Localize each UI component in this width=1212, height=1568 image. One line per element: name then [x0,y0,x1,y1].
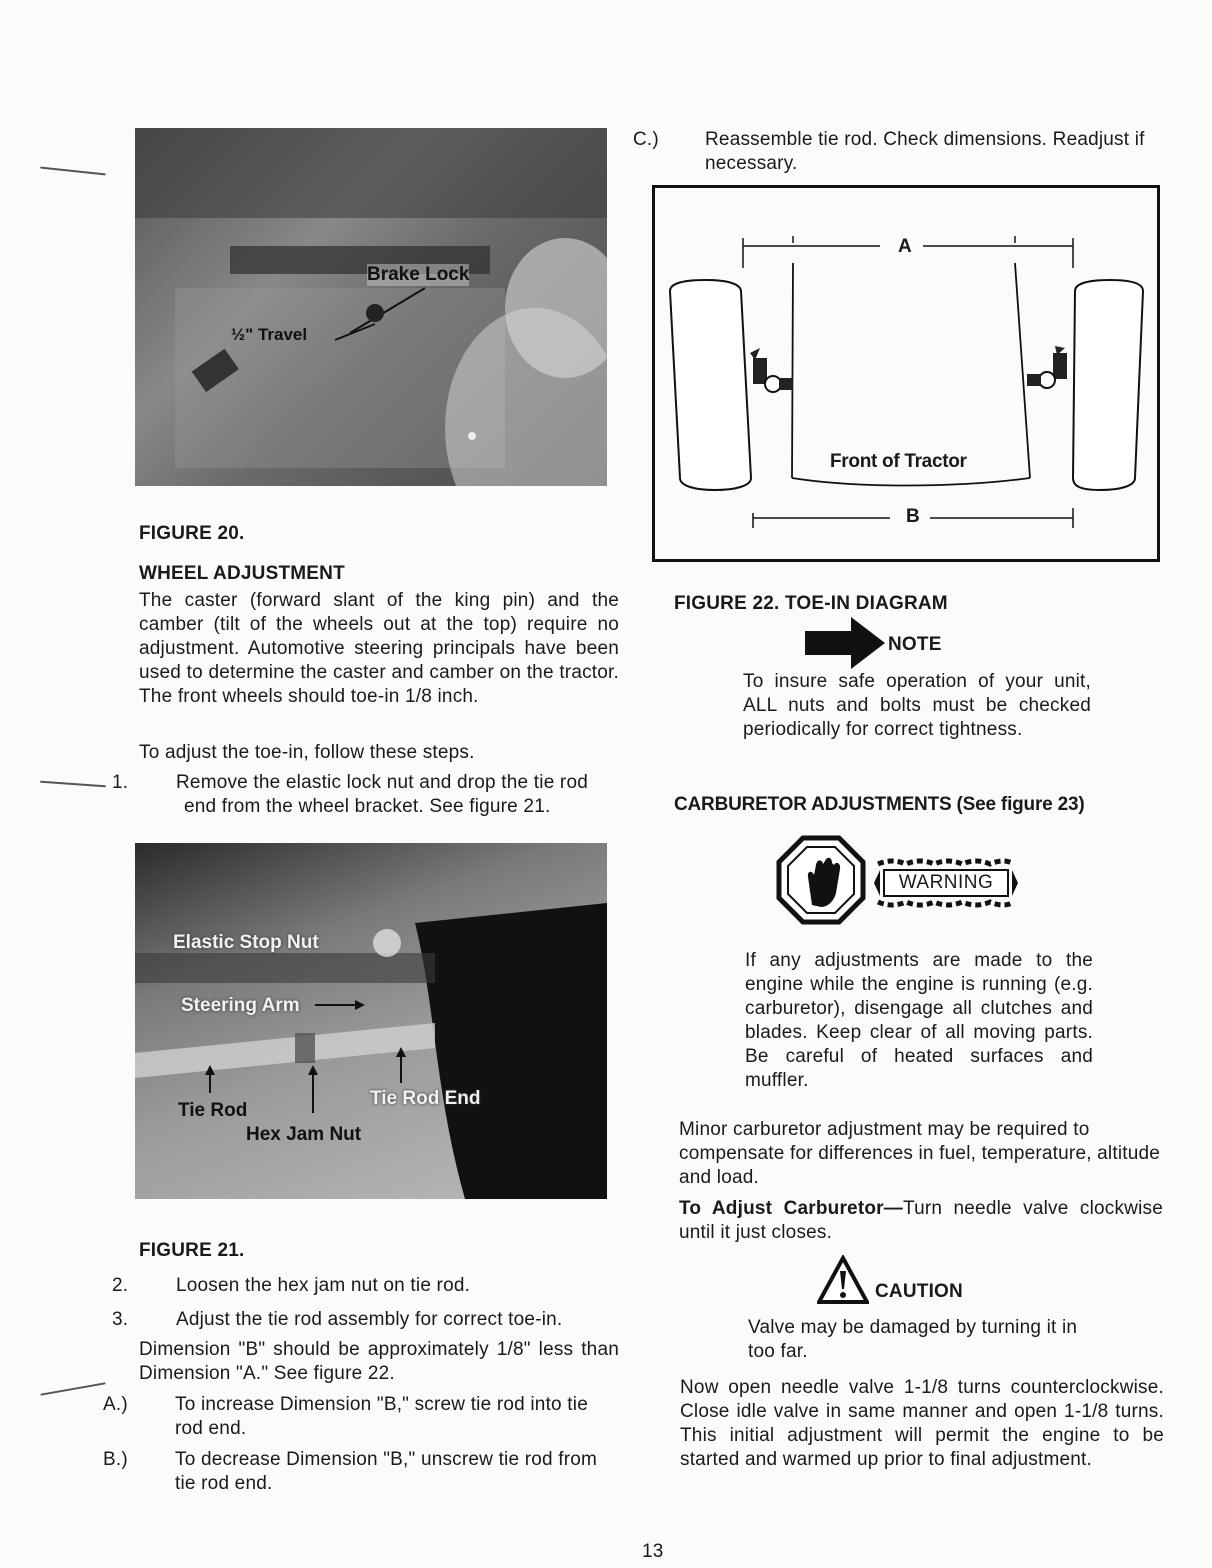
sub-step-a-label: A.) [103,1394,128,1415]
warning-banner [872,858,1020,908]
dimension-paragraph: Dimension "B" should be approximately 1/8" less than Dimension "A." See figure 22. [139,1339,619,1384]
sub-step-c-text: Reassemble tie rod. Check dimensions. Readjust if necessary. [705,129,1145,174]
toe-in-diagram [652,185,1160,562]
step-2-text: Loosen the hex jam nut on tie rod. [176,1275,471,1296]
step-3 [112,1308,620,1332]
figure-20-photo [135,128,607,486]
front-of-tractor-label: Front of Tractor [830,451,967,472]
warning-label: WARNING [898,872,994,893]
final-adjustment-text: Now open needle valve 1-1/8 turns counterclockwise. Close idle valve in same manner and open 1-1/8 turns. This initial adjustment will permit the engine to be started and warmed up prior to final adjustment. [680,1377,1164,1470]
travel-label: ½" Travel [231,325,308,344]
step-2 [112,1274,620,1298]
step-2-number: 2. [112,1275,129,1296]
figure-21-caption: FIGURE 21. [139,1240,245,1261]
sub-step-b-label: B.) [103,1449,128,1470]
sub-step-c-label: C.) [633,129,659,150]
sub-step-b [103,1448,620,1496]
tie-rod-label: Tie Rod [178,1100,248,1121]
scan-mark [40,167,106,176]
warning-text: If any adjustments are made to the engine while the engine is running (e.g. carburetor), disengage all clutches and blades. Keep clear of all moving parts. Be careful of heated surfaces and muffler. [745,950,1093,1091]
note-label: NOTE [888,634,942,655]
to-adjust-paragraph [679,1197,1163,1245]
elastic-stop-nut-label: Elastic Stop Nut [173,932,319,953]
steering-arm-label: Steering Arm [181,995,300,1016]
sub-step-b-text: To decrease Dimension "B," unscrew tie rod from tie rod end. [175,1449,598,1494]
figure-22-caption: FIGURE 22. TOE-IN DIAGRAM [674,593,948,614]
caution-triangle-icon [817,1255,869,1305]
page-number: 13 [642,1541,664,1562]
wheel-adjustment-heading: WHEEL ADJUSTMENT [139,563,345,584]
wheel-adjustment-paragraph: The caster (forward slant of the king pin) and the camber (tilt of the wheels out at the top) require no adjustment. Automotive steering principals have been used to determine the caster and camber on the tractor. The front wheels should toe-in 1/8 inch. [139,590,619,707]
dimension-b-label: B [906,506,920,527]
step-1 [112,771,620,819]
dimension-a-label: A [898,236,912,257]
caution-label: CAUTION [875,1281,963,1302]
note-text: To insure safe operation of your unit, ALL nuts and bolts must be checked periodically for correct tightness. [743,671,1091,740]
to-adjust-text: Turn needle valve clockwise until it just closes. [679,1198,1163,1243]
toe-in-intro: To adjust the toe-in, follow these steps. [139,742,475,763]
sub-step-c [633,128,1154,176]
tie-rod-end-label: Tie Rod End [370,1088,481,1109]
brake-lock-label: Brake Lock [367,264,470,285]
note-arrow-icon [805,617,885,669]
step-1-text: Remove the elastic lock nut and drop the tie rod end from the wheel bracket. See figure 21. [176,772,588,817]
caution-text: Valve may be damaged by turning it in too far. [748,1317,1078,1362]
carburetor-heading: CARBURETOR ADJUSTMENTS (See figure 23) [674,794,1085,815]
hex-jam-nut-label: Hex Jam Nut [246,1124,362,1145]
to-adjust-lead: To Adjust Carburetor— [679,1198,903,1219]
scan-mark [40,781,106,788]
figure-20-caption: FIGURE 20. [139,523,245,544]
step-3-text: Adjust the tie rod assembly for correct toe-in. [176,1309,563,1330]
stop-hand-icon [776,835,866,925]
minor-adjustment-text: Minor carburetor adjustment may be required to compensate for differences in fuel, temperature, altitude and load. [679,1119,1161,1188]
step-1-number: 1. [112,772,129,793]
sub-step-a-text: To increase Dimension "B," screw tie rod into tie rod end. [175,1394,588,1439]
sub-step-a [103,1393,620,1441]
scan-mark [40,1382,105,1395]
step-3-number: 3. [112,1309,129,1330]
figure-21-photo [135,843,607,1199]
